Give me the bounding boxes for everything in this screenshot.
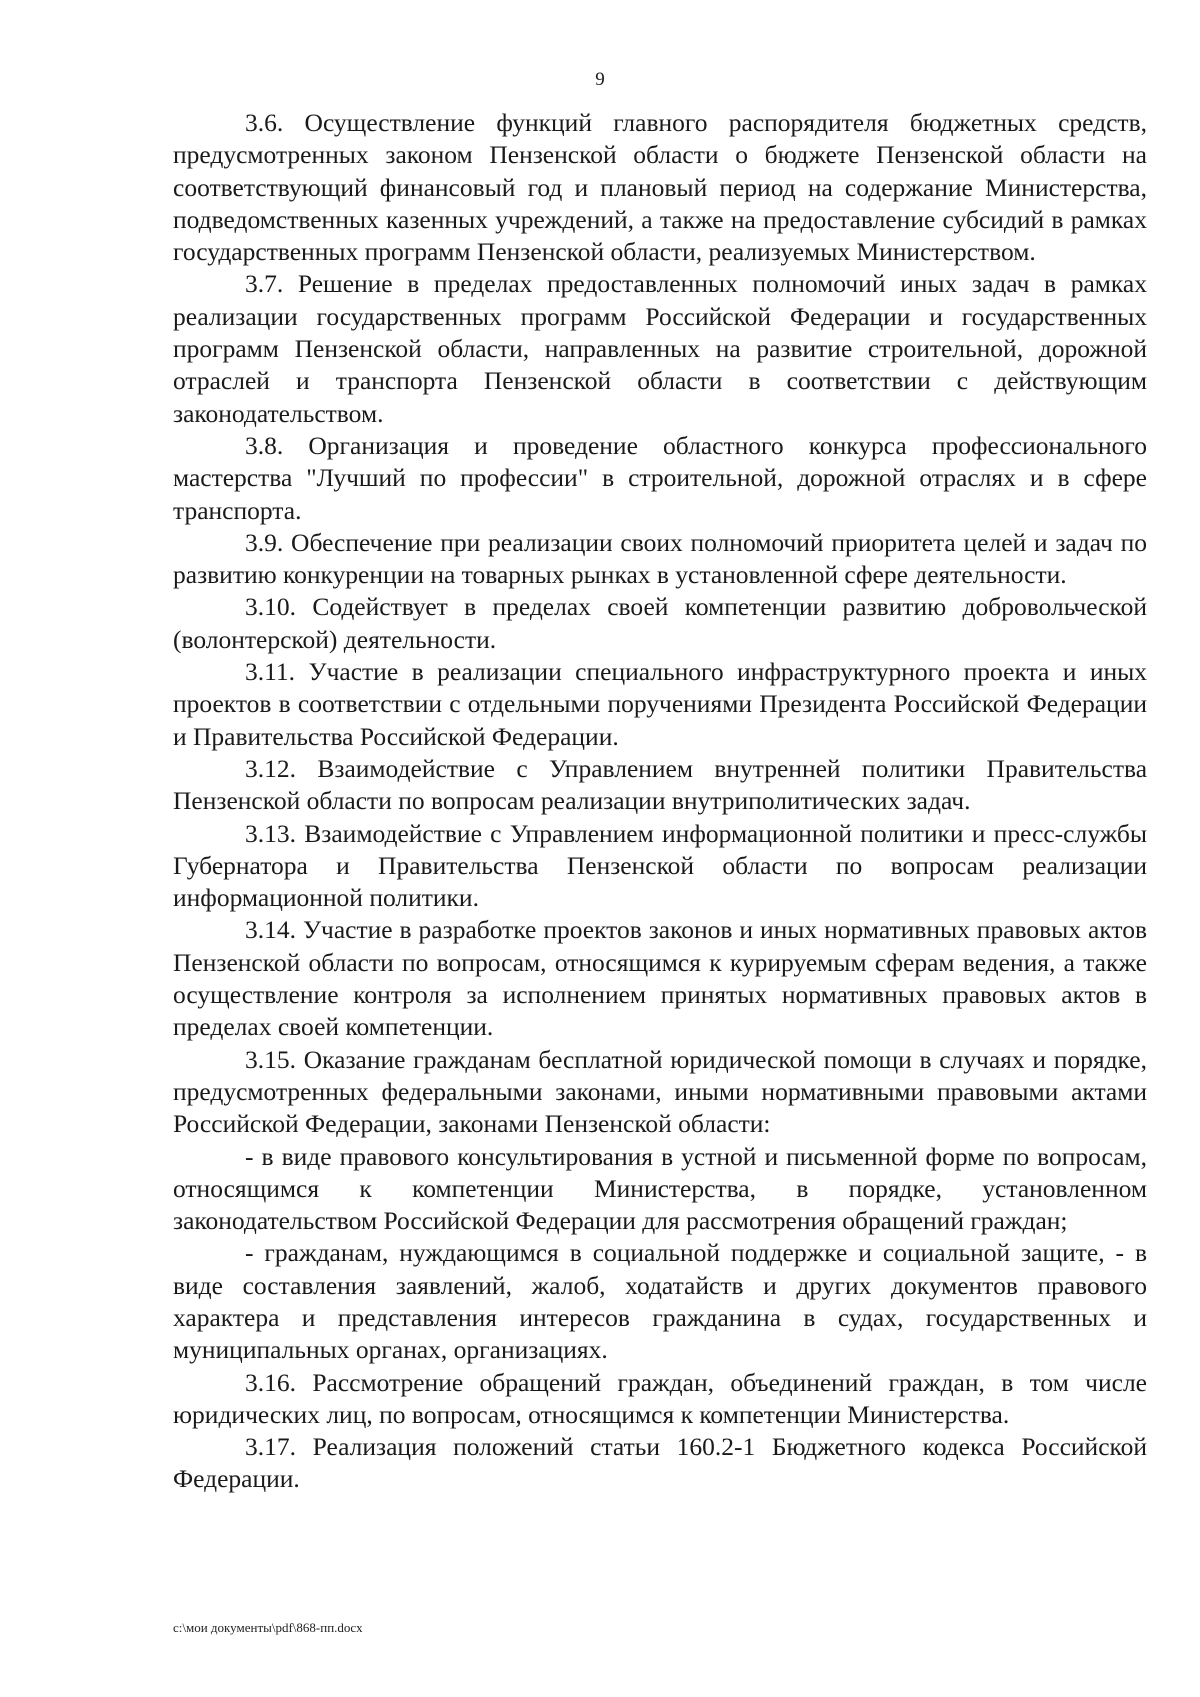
paragraph-3-10 xyxy=(173,591,1147,656)
paragraph-text: Оказание гражданам бесплатной юридической помощи в случаях и порядке, предусмотренных федеральными законами, иными нормативными правовыми актами Российской Федерации, законами Пензенской области: xyxy=(173,1044,1147,1139)
paragraph-3-8 xyxy=(173,430,1147,527)
paragraph-3-11 xyxy=(173,656,1147,753)
paragraph-3-6 xyxy=(173,107,1147,268)
paragraph-number: 3.17. xyxy=(245,1432,296,1462)
paragraph-text: Рассмотрение обращений граждан, объединений граждан, в том числе юридических лиц, по вопросам, относящимся к компетенции Министерства. xyxy=(173,1367,1147,1429)
paragraph-number: 3.12. xyxy=(245,753,296,783)
paragraph-3-16 xyxy=(173,1367,1147,1432)
paragraph-text: Осуществление функций главного распорядителя бюджетных средств, предусмотренных законом Пензенской области о бюджете Пензенской области на соответствующий финансовый год и плановый период на содержание Министерства, подведомственных казенных учреждений, а также на предоставление субсидий в рамках государственных программ Пензенской области, реализуемых Министерством. xyxy=(173,108,1147,267)
paragraph-3-12 xyxy=(173,753,1147,818)
paragraph-text: Обеспечение при реализации своих полномочий приоритета целей и задач по развитию конкуренции на товарных рынках в установленной сфере деятельности. xyxy=(173,527,1148,590)
paragraph-number: 3.16. xyxy=(245,1367,296,1397)
paragraph-text: Реализация положений статьи 160.2-1 Бюджетного кодекса Российской Федерации. xyxy=(173,1432,1148,1494)
paragraph-number: 3.8. xyxy=(245,430,284,460)
list-item-social-support xyxy=(173,1237,1147,1366)
paragraph-3-14 xyxy=(173,914,1147,1043)
paragraph-3-13 xyxy=(173,818,1147,915)
paragraph-number: 3.11. xyxy=(245,657,296,687)
paragraph-text: Организация и проведение областного конкурса профессионального мастерства "Лучший по профессии" в строительной, дорожной отраслях и в сфере транспорта. xyxy=(173,430,1147,525)
page-number: 9 xyxy=(595,69,605,90)
paragraph-number: 3.15. xyxy=(245,1044,296,1074)
paragraph-text: Взаимодействие с Управлением информационной политики и пресс-службы Губернатора и Правительства Пензенской области по вопросам реализации информационной политики. xyxy=(173,818,1148,913)
paragraph-number: 3.10. xyxy=(245,592,296,622)
paragraph-text: Участие в разработке проектов законов и иных нормативных правовых актов Пензенской области по вопросам, относящимся к курируемым сферам ведения, а также осуществление контроля за исполнением принятых нормативных правовых актов в пределах своей компетенции. xyxy=(173,915,1147,1042)
paragraph-text: Взаимодействие с Управлением внутренней политики Правительства Пензенской области по вопросам реализации внутриполитических задач. xyxy=(173,753,1148,816)
paragraph-number: 3.9. xyxy=(245,527,284,557)
paragraph-3-15 xyxy=(173,1044,1147,1141)
paragraph-text: Содействует в пределах своей компетенции развитию добровольческой (волонтерской) деятельности. xyxy=(173,592,1147,654)
paragraph-3-17 xyxy=(173,1431,1147,1496)
paragraph-text: - гражданам, нуждающимся в социальной поддержке и социальной защите, - в виде составления заявлений, жалоб, ходатайств и других документов правового характера и представления интересов гражданина в судах, государственных и муниципальных органах, организациях. xyxy=(173,1238,1147,1365)
paragraph-text: - в виде правового консультирования в устной и письменной форме по вопросам, относящимся к компетенции Министерства, в порядке, установленном законодательством Российской Федерации для рассмотрения обращений граждан; xyxy=(173,1141,1147,1236)
paragraph-text: Решение в пределах предоставленных полномочий иных задач в рамках реализации государственных программ Российской Федерации и государственных программ Пензенской области, направленных на развитие строительной, дорожной отраслей и транспорта Пензенской области в соответствии с действующим законодательством. xyxy=(173,269,1147,428)
paragraph-text: Участие в реализации специального инфраструктурного проекта и иных проектов в соответствии с отдельными поручениями Президента Российской Федерации и Правительства Российской Федерации. xyxy=(173,657,1147,751)
paragraph-3-7 xyxy=(173,268,1147,429)
document-body xyxy=(173,107,1147,1496)
paragraph-number: 3.6. xyxy=(245,108,284,137)
paragraph-3-9 xyxy=(173,527,1147,592)
paragraph-number: 3.7. xyxy=(245,269,284,299)
paragraph-number: 3.14. xyxy=(245,915,296,945)
list-item-legal-consulting xyxy=(173,1141,1147,1238)
paragraph-number: 3.13. xyxy=(245,818,296,848)
footer-file-path: c:\мои документы\pdf\868-пп.docx xyxy=(173,1620,363,1635)
